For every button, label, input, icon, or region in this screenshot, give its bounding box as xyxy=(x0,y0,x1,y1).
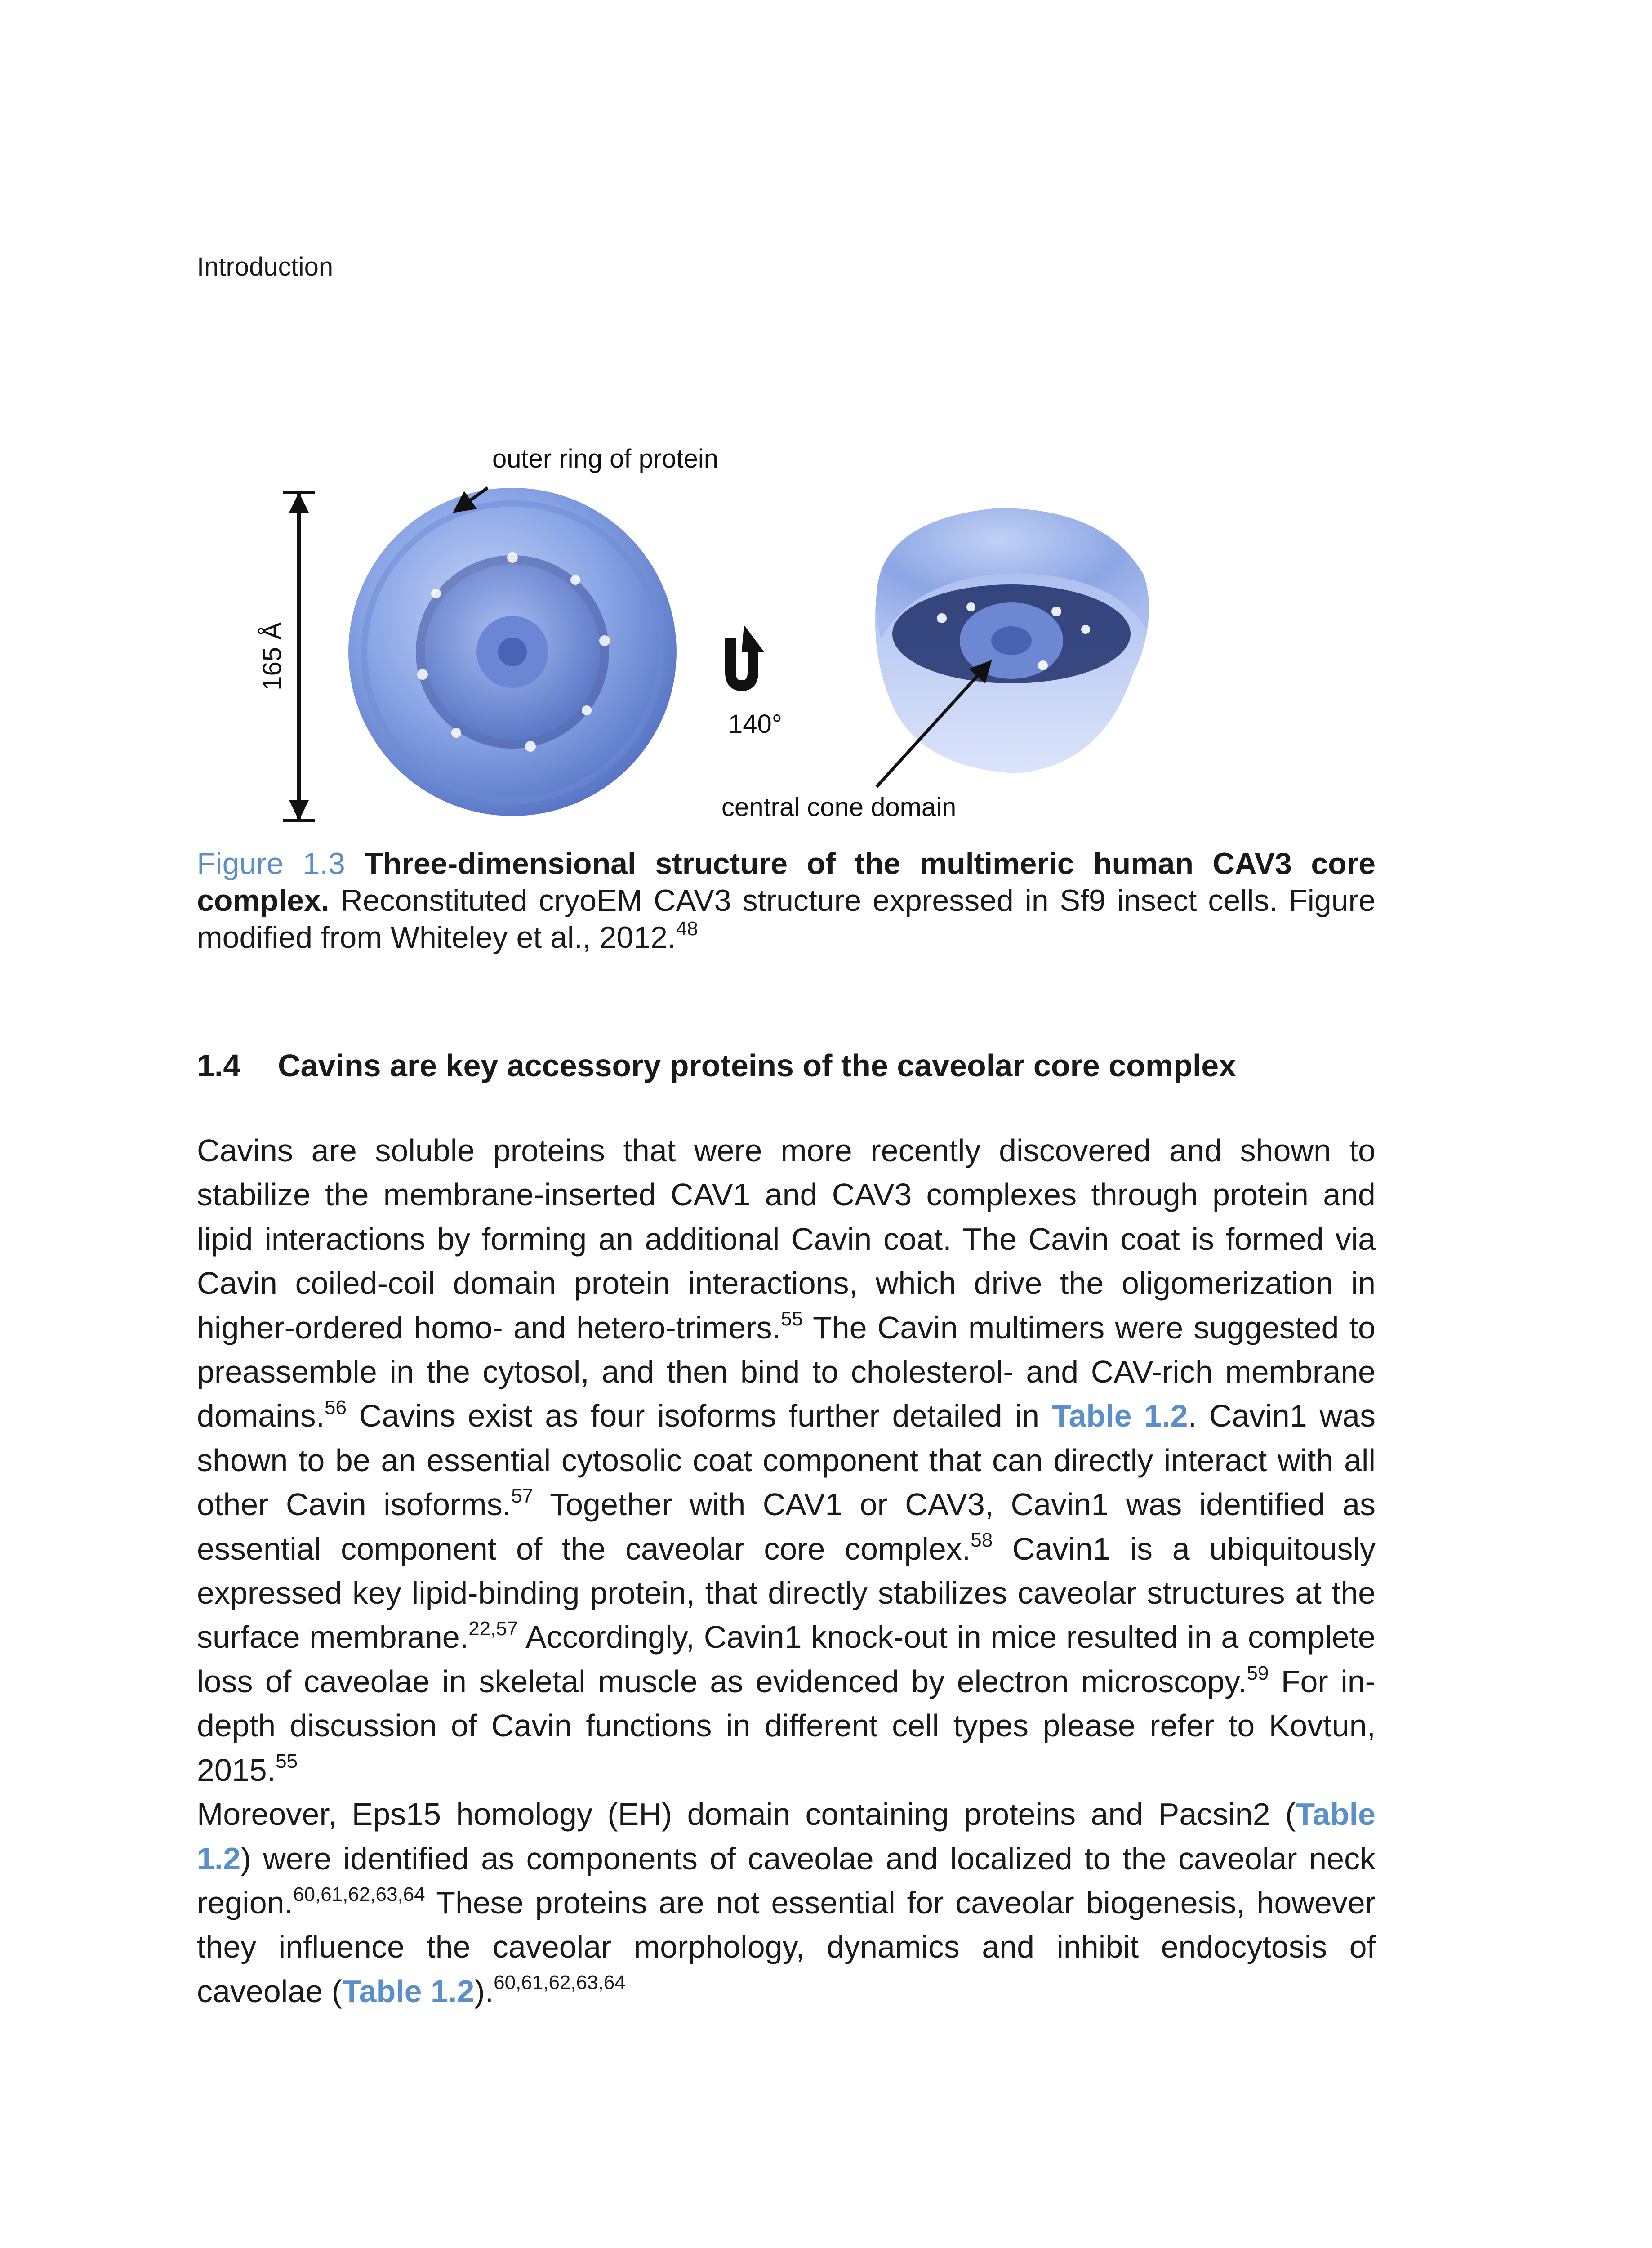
dimension-bar xyxy=(283,492,315,821)
section-number: 1.4 xyxy=(197,1048,241,1083)
text-run: Moreover, Eps15 homology (EH) domain containing proteins and Pacsin2 ( xyxy=(197,1797,1296,1832)
text-run: Cavins are soluble proteins that were more recently discovered and shown to stabilize the membrane-inserted CAV1 and CAV3 complexes through protein and lipid interactions by forming an additional Cavin coat. The Cavin coat is formed via Cavin coiled-coil domain protein interactions, which drive the oligomerization in higher-ordered homo- and hetero-trimers. xyxy=(197,1133,1376,1345)
caption-figure-word[interactable]: Figure xyxy=(197,847,284,881)
text-run: Cavin1 is a ubiquitously expressed key lipid-binding protein, that directly stabilizes caveolar structures at the surface membrane. xyxy=(197,1531,1376,1655)
text-run: The Cavin multimers were suggested to preassemble in the cytosol, and then bind to cholesterol- and CAV-rich membrane domains. xyxy=(197,1310,1376,1434)
citation[interactable]: 60,61,62,63,64 xyxy=(293,1883,425,1905)
citation[interactable]: 57 xyxy=(511,1485,534,1507)
rotation-label: 140° xyxy=(728,709,782,739)
text-run: . Cavin1 was shown to be an essential cytosolic coat component that can directly interact with all other Cavin isoforms. xyxy=(197,1398,1376,1522)
section-heading xyxy=(197,1048,1236,1084)
body-text xyxy=(197,1128,1376,2013)
text-run: These proteins are not essential for caveolar biogenesis, however they influence the caveolar morphology, dynamics and inhibit endocytosis of caveolae ( xyxy=(197,1885,1376,2009)
citation[interactable]: 56 xyxy=(325,1396,347,1419)
citation[interactable]: 59 xyxy=(1247,1662,1269,1684)
size-label: 165 Å xyxy=(258,622,287,691)
running-header: Introduction xyxy=(197,252,334,281)
text-run: Accordingly, Cavin1 knock-out in mice resulted in a complete loss of caveolae in skeletal muscle as evidenced by electron microscopy. xyxy=(197,1619,1376,1699)
table-link[interactable]: Table 1.2 xyxy=(1051,1398,1188,1434)
caption-figure-number[interactable]: 1.3 xyxy=(303,847,345,881)
section-title: Cavins are key accessory proteins of the caveolar core complex xyxy=(278,1048,1237,1083)
side-view-structure xyxy=(875,508,1149,773)
caption-title: Three-dimensional structure of the multimeric human CAV3 core complex. xyxy=(197,847,1376,918)
paragraph-cavins xyxy=(197,1128,1376,1792)
rotation-arrow-icon xyxy=(730,625,764,686)
text-run: For in-depth discussion of Cavin functions in different cell types please refer to Kovtun, 2015. xyxy=(197,1664,1376,1788)
central-cone-label: central cone domain xyxy=(721,793,957,822)
figure-cav3-structure xyxy=(252,441,1241,845)
citation[interactable]: 55 xyxy=(276,1750,298,1773)
paragraph-eh-domain xyxy=(197,1792,1376,2013)
text-run: ) were identified as components of caveolae and localized to the caveolar neck region. xyxy=(197,1841,1376,1920)
citation[interactable]: 60,61,62,63,64 xyxy=(494,1971,626,1994)
citation[interactable]: 58 xyxy=(971,1529,993,1552)
top-view-structure xyxy=(348,488,677,816)
table-link[interactable]: Table 1.2 xyxy=(342,1973,475,2009)
caption-ref[interactable]: 48 xyxy=(676,918,698,940)
text-run: Together with CAV1 or CAV3, Cavin1 was identified as essential component of the caveolar core complex. xyxy=(197,1487,1376,1566)
figure-caption xyxy=(197,845,1376,956)
text-run: Cavins exist as four isoforms further detailed in xyxy=(347,1398,1052,1434)
table-link[interactable]: Table 1.2 xyxy=(197,1797,1376,1876)
outer-ring-label: outer ring of protein xyxy=(492,444,718,473)
text-run: ). xyxy=(474,1973,494,2009)
citation[interactable]: 55 xyxy=(781,1308,803,1330)
caption-text: Reconstituted cryoEM CAV3 structure expressed in Sf9 insect cells. Figure modified from Whiteley et al., 2012. xyxy=(197,883,1376,955)
citation[interactable]: 22,57 xyxy=(468,1618,518,1640)
